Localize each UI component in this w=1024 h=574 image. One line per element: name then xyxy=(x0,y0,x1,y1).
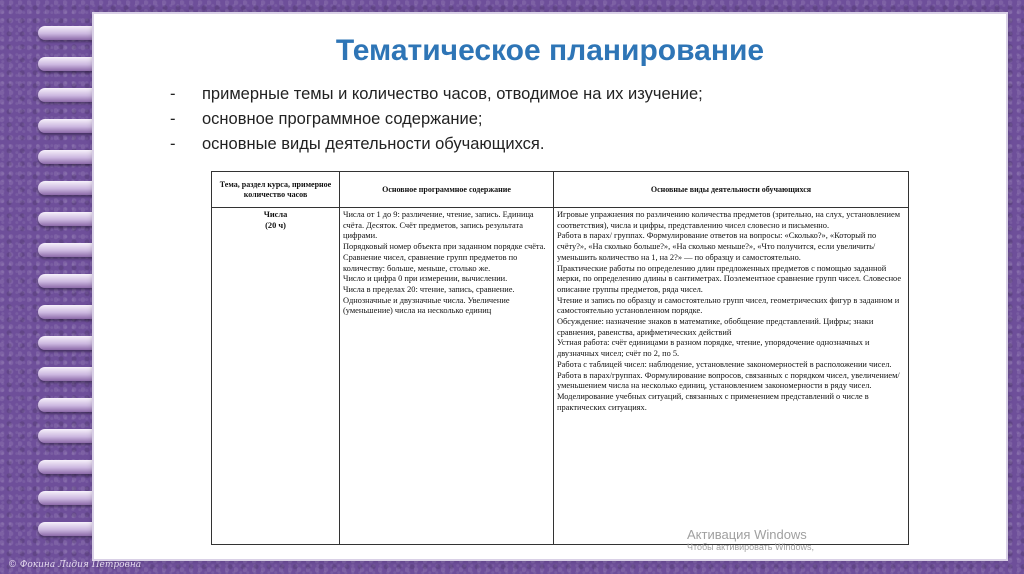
activity-paragraph: Работа в парах/группах. Формулирование вопросов, связанных с порядком чисел, увеличением/уменьшением числа на несколько единиц, установлением закономерности в ряду чисел. xyxy=(557,370,900,391)
bullet-dash: - xyxy=(170,110,176,128)
slide-title: Тематическое планирование xyxy=(335,34,765,67)
bullet-item xyxy=(170,82,870,107)
activity-paragraph: Работа в парах/ группах. Формулирование ответов на вопросы: «Сколько?», «Который по счёту?», «На сколько больше?», «На сколько меньше?», «Что получится, если увеличить/уменьшить количество на 1, на 2?» — по образцу и самостоятельно. xyxy=(557,231,877,262)
content-paragraph: Порядковый номер объекта при заданном порядке счёта. Сравнение чисел, сравнение групп предметов по количеству: больше, меньше, столько же. xyxy=(343,242,546,273)
activities-column xyxy=(554,172,908,544)
activity-paragraph: Чтение и запись по образцу и самостоятельно групп чисел, геометрических фигур в заданном и самостоятельно установленном порядке. xyxy=(557,295,900,316)
topic-cell xyxy=(212,208,339,233)
activity-paragraph: Практические работы по определению длин предложенных предметов с помощью заданной мерки, по определению длины в сантиметрах. Поэлементное сравнение групп чисел. Словесное описание группы предметов, ряда чисел. xyxy=(557,263,902,294)
bullet-text: основные виды деятельности обучающихся. xyxy=(202,135,545,153)
content-column xyxy=(340,172,554,544)
topic-name: Числа xyxy=(263,210,288,219)
topic-column xyxy=(212,172,340,544)
bullet-dash: - xyxy=(170,135,176,153)
content-paragraph: Однозначные и двузначные числа. Увеличение (уменьшение) числа на несколько единиц xyxy=(343,295,510,316)
bullet-item xyxy=(170,132,870,157)
content-cell xyxy=(340,208,553,319)
content-paragraph: Число и цифра 0 при измерении, вычислении. xyxy=(343,274,508,284)
planning-table xyxy=(211,171,909,545)
bullet-text: примерные темы и количество часов, отводимое на их изучение; xyxy=(202,85,703,103)
activities-cell xyxy=(554,208,908,415)
content-paragraph: Числа от 1 до 9: различение, чтение, запись. Единица счёта. Десяток. Счёт предметов, запись результата цифрами. xyxy=(343,210,534,241)
content-paragraph: Числа в пределах 20: чтение, запись, сравнение. xyxy=(343,284,515,294)
activity-paragraph: Обсуждение: назначение знаков в математике, обобщение представлений. Цифры; знаки сравнения, равенства, арифметических действий xyxy=(557,317,874,337)
bullet-dash: - xyxy=(170,85,176,103)
activity-paragraph: Работа с таблицей чисел: наблюдение, установление закономерностей в расположении чисел. xyxy=(557,359,892,369)
bullet-item xyxy=(170,107,870,132)
slide xyxy=(94,14,1006,559)
column-header-content: Основное программное содержание xyxy=(340,172,553,208)
watermark-subtitle: Чтобы активировать Windows, xyxy=(687,542,814,552)
bullet-text: основное программное содержание; xyxy=(202,110,483,128)
windows-activation-watermark xyxy=(687,527,814,552)
watermark-title: Активация Windows xyxy=(687,527,807,542)
activity-paragraph: Моделирование учебных ситуаций, связанных с применением представлений о числе в практических ситуациях. xyxy=(557,391,869,412)
activity-paragraph: Устная работа: счёт единицами в разном порядке, чтение, упорядочение однозначных и двузначных чисел; счёт по 2, по 5. xyxy=(557,338,870,359)
column-header-activities: Основные виды деятельности обучающихся xyxy=(554,172,908,208)
bullet-list xyxy=(170,82,870,157)
author-credit: © Фокина Лидия Петровна xyxy=(8,560,142,570)
topic-hours: (20 ч) xyxy=(265,220,286,230)
activity-paragraph: Игровые упражнения по различению количества предметов (зрительно, на слух, установлением соответствия), числа и цифры, представлению чисел словесно и письменно. xyxy=(557,210,901,230)
column-header-topic: Тема, раздел курса, примерное количество часов xyxy=(212,172,339,208)
